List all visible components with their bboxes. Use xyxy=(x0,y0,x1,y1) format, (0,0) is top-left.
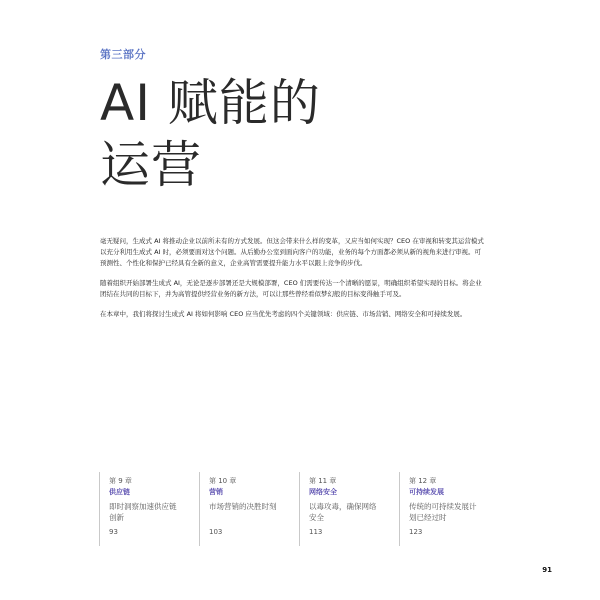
chapter-number: 第 9 章 xyxy=(109,477,132,485)
chapter-item-11[interactable] xyxy=(299,472,399,546)
chapter-name: 营销 xyxy=(209,488,223,496)
chapter-number: 第 12 章 xyxy=(409,477,437,485)
section-label: 第三部分 xyxy=(100,48,146,61)
chapter-number: 第 11 章 xyxy=(309,477,337,485)
chapter-description: 以毒攻毒，确保网络安全 xyxy=(309,502,377,522)
chapter-name: 可持续发展 xyxy=(409,488,444,496)
paragraph: 随着组织开始部署生成式 AI，无论是逐步部署还是大规模部署，CEO 们需要传达一个清晰的愿景，明确组织希望实现的目标。将企业团结在共同的目标下，并为高管提供经营业务的新方法，可以让那些曾经看似梦幻般的目标变得触手可及。 xyxy=(100,279,482,298)
chapter-page: 113 xyxy=(309,528,323,536)
chapter-number: 第 10 章 xyxy=(209,477,237,485)
body-text xyxy=(100,236,485,329)
title-line-1: AI 赋能的 xyxy=(100,74,321,132)
paragraph: 毫无疑问，生成式 AI 将推动企业以前所未有的方式发展。但这会带来什么样的变革，又应当如何实现？CEO 在审视和转变其运营模式以充分利用生成式 AI 时，必须要面对这个问题。从后勤办公室到面向客户的功能，业务的每个方面都必须从新的视角来进行审视。可预测性、个性化和保护已经具有全新的意义，企业高管需要提升能力水平以跟上竞争的步伐。 xyxy=(100,237,484,267)
chapter-item-12[interactable] xyxy=(399,472,499,546)
chapter-page: 123 xyxy=(409,528,423,536)
title-line-2: 运营 xyxy=(100,136,202,194)
chapter-description: 传统的可持续发展计划已经过时 xyxy=(409,502,477,522)
chapter-page: 103 xyxy=(209,528,223,536)
chapter-name: 供应链 xyxy=(109,488,130,496)
page-number: 91 xyxy=(542,566,552,574)
paragraph: 在本章中，我们将探讨生成式 AI 将如何影响 CEO 应当优先考虑的四个关键领域：供应链、市场营销、网络安全和可持续发展。 xyxy=(100,310,467,318)
chapter-name: 网络安全 xyxy=(309,488,337,496)
chapter-item-9[interactable] xyxy=(99,472,199,546)
chapter-description: 市场营销的决胜时刻 xyxy=(209,502,277,511)
chapter-list xyxy=(99,472,499,546)
chapter-item-10[interactable] xyxy=(199,472,299,546)
chapter-page: 93 xyxy=(109,528,118,536)
chapter-description: 即时洞察加速供应链创新 xyxy=(109,502,177,522)
page-title xyxy=(100,72,321,196)
